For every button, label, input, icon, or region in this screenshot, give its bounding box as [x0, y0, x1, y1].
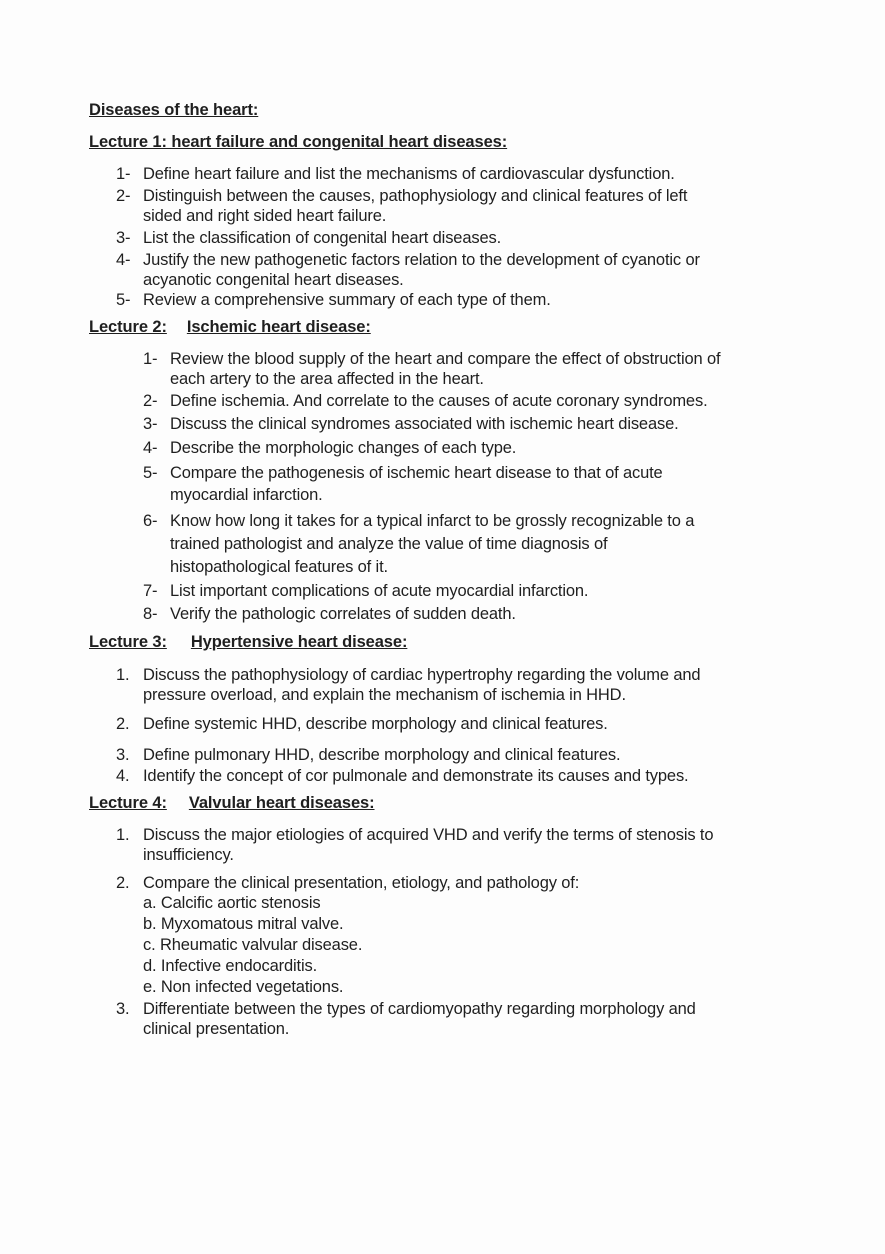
lecture-2-topic: Ischemic heart disease:: [186, 318, 371, 336]
item-text-continued: insufficiency.: [143, 846, 234, 864]
item-number: 3-: [143, 415, 158, 433]
lecture-3-heading: [89, 633, 407, 652]
item-text-continued: myocardial infarction.: [170, 486, 323, 504]
item-text: Discuss the pathophysiology of cardiac hypertrophy regarding the volume and: [143, 666, 701, 684]
item-text: Identify the concept of cor pulmonale and demonstrate its causes and types.: [143, 767, 689, 785]
sub-item: e. Non infected vegetations.: [143, 978, 344, 996]
item-text: Differentiate between the types of cardiomyopathy regarding morphology and: [143, 1000, 696, 1018]
item-number: 8-: [143, 605, 158, 623]
item-text: Define systemic HHD, describe morphology and clinical features.: [143, 715, 608, 733]
item-text: Discuss the clinical syndromes associated with ischemic heart disease.: [170, 415, 679, 433]
item-number: 1-: [143, 350, 158, 368]
item-text: List important complications of acute myocardial infarction.: [170, 582, 589, 600]
item-number: 1.: [116, 666, 130, 684]
item-text: List the classification of congenital heart diseases.: [143, 229, 502, 247]
lecture-2-label: Lecture 2:: [89, 318, 167, 336]
sub-item: a. Calcific aortic stenosis: [143, 894, 321, 912]
lecture-3-label: Lecture 3:: [89, 633, 167, 651]
item-text: Define ischemia. And correlate to the causes of acute coronary syndromes.: [170, 392, 708, 410]
item-number: 2.: [116, 715, 130, 733]
item-text-continued: sided and right sided heart failure.: [143, 207, 387, 225]
item-number: 6-: [143, 512, 158, 530]
lecture-4-label: Lecture 4:: [89, 794, 167, 812]
item-text: Know how long it takes for a typical infarct to be grossly recognizable to a: [170, 512, 695, 530]
item-text: Distinguish between the causes, pathophysiology and clinical features of left: [143, 187, 688, 205]
item-text: Review the blood supply of the heart and compare the effect of obstruction of: [170, 350, 721, 368]
item-text: Define pulmonary HHD, describe morphology and clinical features.: [143, 746, 621, 764]
item-text: Compare the clinical presentation, etiology, and pathology of:: [143, 874, 580, 892]
item-number: 3.: [116, 1000, 130, 1018]
lecture-2-heading: [89, 318, 371, 337]
item-text-continued: trained pathologist and analyze the value of time diagnosis of: [170, 535, 608, 553]
lecture-4-topic: Valvular heart diseases:: [188, 794, 375, 812]
item-number: 3-: [116, 229, 131, 247]
item-text-continued: pressure overload, and explain the mechanism of ischemia in HHD.: [143, 686, 626, 704]
item-text: Verify the pathologic correlates of sudden death.: [170, 605, 516, 623]
sub-item: c. Rheumatic valvular disease.: [143, 936, 363, 954]
item-text: Discuss the major etiologies of acquired VHD and verify the terms of stenosis to: [143, 826, 714, 844]
item-number: 2.: [116, 874, 130, 892]
lecture-3-topic: Hypertensive heart disease:: [190, 633, 408, 651]
item-text: Justify the new pathogenetic factors relation to the development of cyanotic or: [143, 251, 700, 269]
item-text: Describe the morphologic changes of each type.: [170, 439, 517, 457]
item-number: 1.: [116, 826, 130, 844]
sub-item: b. Myxomatous mitral valve.: [143, 915, 344, 933]
item-number: 3.: [116, 746, 130, 764]
lecture-1-heading: Lecture 1: heart failure and congenital heart diseases:: [89, 133, 508, 151]
item-number: 5-: [143, 464, 158, 482]
item-number: 4.: [116, 767, 130, 785]
item-number: 2-: [116, 187, 131, 205]
sub-item: d. Infective endocarditis.: [143, 957, 318, 975]
item-number: 5-: [116, 291, 131, 309]
item-text-continued: each artery to the area affected in the heart.: [170, 370, 484, 388]
item-number: 1-: [116, 165, 131, 183]
page-title: Diseases of the heart:: [89, 101, 259, 119]
item-number: 4-: [143, 439, 158, 457]
item-text-continued: histopathological features of it.: [170, 558, 388, 576]
item-text: Review a comprehensive summary of each type of them.: [143, 291, 551, 309]
item-number: 7-: [143, 582, 158, 600]
item-number: 4-: [116, 251, 131, 269]
item-text: Compare the pathogenesis of ischemic heart disease to that of acute: [170, 464, 663, 482]
item-text: Define heart failure and list the mechanisms of cardiovascular dysfunction.: [143, 165, 675, 183]
lecture-4-heading: [89, 794, 375, 813]
item-number: 2-: [143, 392, 158, 410]
item-text-continued: acyanotic congenital heart diseases.: [143, 271, 404, 289]
item-text-continued: clinical presentation.: [143, 1020, 290, 1038]
